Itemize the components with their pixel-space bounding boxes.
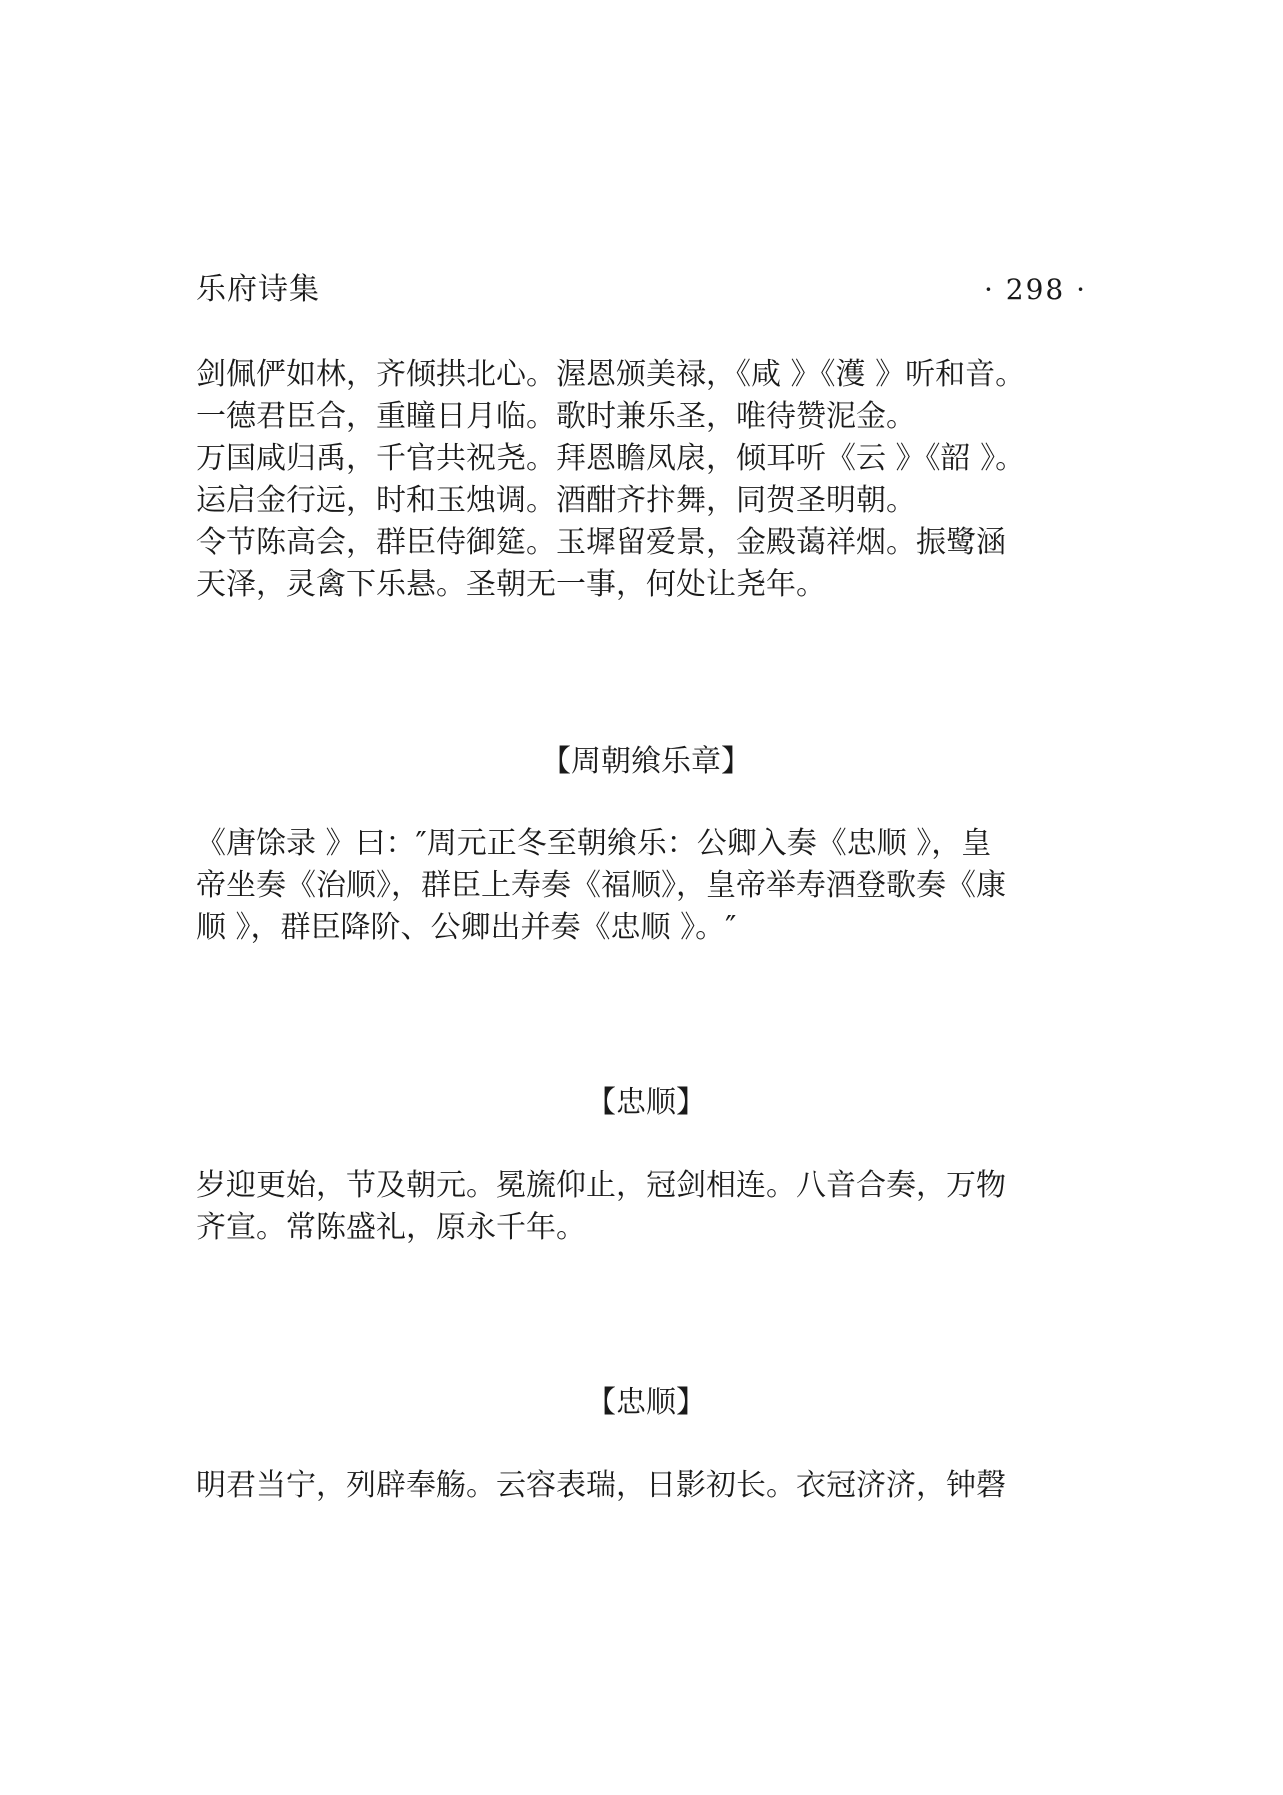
section-heading-zhouchao: 【周朝飨乐章】 — [541, 744, 751, 779]
section-heading-zhongshun-1: 【忠顺】 — [586, 1085, 706, 1120]
verse-line: 令节陈高会，群臣侍御筵。玉墀留爱景，金殿蔼祥烟。振鹭涵 — [196, 525, 1006, 560]
page-number: · 298 · — [983, 273, 1087, 306]
text-line: 明君当宁，列辟奉觞。云容表瑞，日影初长。衣冠济济，钟磬 — [196, 1468, 1006, 1503]
text-line: 齐宣。常陈盛礼，原永千年。 — [196, 1210, 586, 1245]
section-text-zhongshun-2 — [196, 1465, 1096, 1507]
section-heading-zhongshun-2: 【忠顺】 — [586, 1385, 706, 1420]
text-line: 顺 》，群臣降阶、公卿出并奏《忠顺 》。″ — [196, 910, 737, 945]
section-text-zhongshun-1 — [196, 1165, 1096, 1249]
verse-line: 一德君臣合，重瞳日月临。歌时兼乐圣，唯待赞泥金。 — [196, 399, 916, 434]
page-header — [196, 268, 1087, 312]
text-line: 《唐馀录 》曰：″周元正冬至朝飨乐：公卿入奏《忠顺 》，皇 — [196, 826, 992, 861]
verse-line: 万国咸归禹，千官共祝尧。拜恩瞻凤扆，倾耳听《云 》《韶 》。 — [196, 441, 1026, 476]
text-line: 岁迎更始，节及朝元。冕旒仰止，冠剑相连。八音合奏，万物 — [196, 1168, 1006, 1203]
text-line: 帝坐奏《治顺》，群臣上寿奏《福顺》，皇帝举寿酒登歌奏《康 — [196, 868, 1006, 903]
section-text-zhouchao — [196, 823, 1096, 949]
book-title: 乐府诗集 — [196, 272, 320, 307]
verse-line: 运启金行远，时和玉烛调。酒酣齐抃舞，同贺圣明朝。 — [196, 483, 916, 518]
verse-block-top — [196, 354, 1096, 606]
verse-line: 剑佩俨如林，齐倾拱北心。渥恩颁美禄，《咸 》《濩 》听和音。 — [196, 357, 1026, 392]
verse-line: 天泽，灵禽下乐悬。圣朝无一事，何处让尧年。 — [196, 567, 826, 602]
